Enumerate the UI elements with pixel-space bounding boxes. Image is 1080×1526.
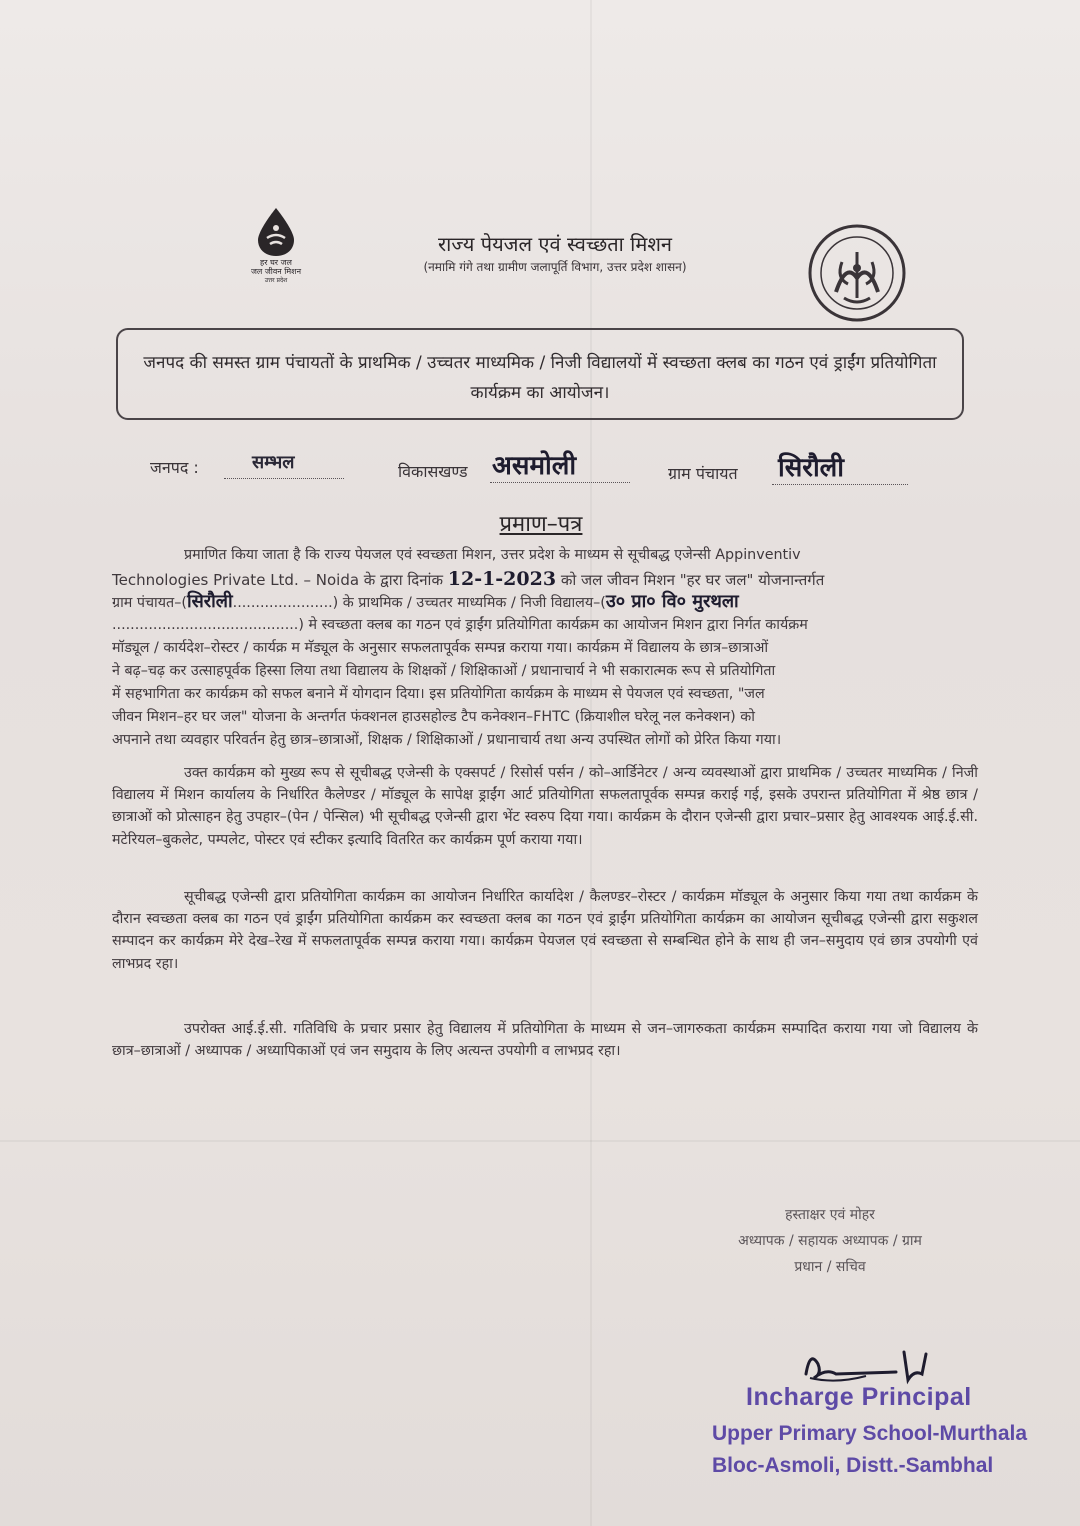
para2: उक्त कार्यक्रम को मुख्य रूप से सूचीबद्ध एजेन्सी के एक्सपर्ट / रिसोर्स पर्सन / को–आर्डिनेटर / अन्य व्यवस्थाओं द्वारा प्राथमिक / उच्चतर माध्यमिक / निजी विद्यालय में मिशन कार्यालय के निर्धारित कैलेण्डर / मॉड्यूल के सापेक्ष ड्राईंग आर्ट प्रतियोगिता सफलतापूर्वक सम्पन्न कराई गई, इसके उपरान्त प्रतियोगिता में श्रेष्ठ छात्र / छात्राओं को प्रोत्साहन हेतु उपहार–(पेन / पेन्सिल) भी सूचीबद्ध एजेन्सी द्वारा भेंट स्वरुप दिया गया। कार्यक्रम के दौरान एजेन्सी द्वारा प्रचार–प्रसार हेतु आवश्यक आई.ई.सी. मटेरियल–बुकलेट, पम्पलेट, पोस्टर एवं स्टीकर इत्यादि वितरित कर कार्यक्रम पूर्ण कराया गया। bbox=[112, 765, 978, 848]
vikaskhand-value: असमोली bbox=[492, 451, 577, 481]
para1-line5: मॉड्यूल / कार्यदेश–रोस्टर / कार्यक्र म मॅड्यूल के अनुसार सफलतापूर्वक सम्पन्न कराया गया। कार्यक्रम में विद्यालय के छात्र–छात्राओं bbox=[112, 640, 769, 656]
event-date: 12-1-2023 bbox=[447, 568, 557, 590]
gram-panchayat-handwritten: सिरौली bbox=[186, 591, 233, 612]
up-government-emblem bbox=[806, 222, 908, 324]
school-handwritten: उ० प्रा० वि० मुरथला bbox=[605, 591, 739, 612]
signature-caption bbox=[700, 1202, 960, 1280]
logo-caption-3: उत्तर प्रदेश bbox=[264, 277, 288, 284]
para1-line7: में सहभागिता कर कार्यक्रम को सफल बनाने में योगदान दिया। इस प्रतियोगिता कार्यक्रम के माध्यम से पेयजल एवं स्वच्छता, "जल bbox=[112, 686, 765, 702]
gram-panchayat-label: ग्राम पंचायत bbox=[668, 464, 738, 483]
para1-line9: अपनाने तथा व्यवहार परिवर्तन हेतु छात्र–छात्राओं, शिक्षक / शिक्षिकाओं / प्रधानाचार्य तथा अन्य उपस्थित लोगों को प्रेरित किया गया। bbox=[112, 732, 782, 748]
gram-panchayat-value: सिरौली bbox=[778, 453, 845, 483]
water-drop-icon bbox=[254, 206, 298, 258]
para1-line1: प्रमाणित किया जाता है कि राज्य पेयजल एवं स्वच्छता मिशन, उत्तर प्रदेश के माध्यम से सूचीबद्ध एजेन्सी Appinventiv bbox=[184, 547, 801, 563]
logo-caption-2: जल जीवन मिशन bbox=[250, 267, 302, 276]
janpad-value: सम्भल bbox=[252, 452, 295, 473]
stamp-line2: Upper Primary School-Murthala bbox=[712, 1422, 1028, 1445]
signature-caption-line1: हस्ताक्षर एवं मोहर bbox=[785, 1207, 875, 1223]
gram-panchayat-dotline bbox=[772, 484, 908, 485]
para3: सूचीबद्ध एजेन्सी द्वारा प्रतियोगिता कार्यक्रम का आयोजन निर्धारित कार्यादेश / कैलण्डर–रोस्टर / कार्यक्रम मॉड्यूल के अनुसार किया गया तथा कार्यक्रम के दौरान स्वच्छता क्लब का गठन एवं ड्राईंग प्रतियोगिता कार्यक्रम कर स्वच्छता क्लब का गठन एवं ड्राईंग प्रतियोगिता कार्यक्रम का आयोजन सूचीबद्ध एजेन्सी द्वारा सकुशल सम्पादन कर कार्यक्रम मेरे देख–रेख में सफलतापूर्वक सम्पन्न कराया गया। कार्यक्रम पेयजल एवं स्वच्छता से सम्बन्धित होने के साथ ही जन–समुदाय एवं छात्र उपयोगी एवं लाभप्रद रहा। bbox=[112, 889, 978, 972]
signature-caption-line3: प्रधान / सचिव bbox=[794, 1259, 866, 1275]
janpad-dotline bbox=[224, 478, 344, 479]
emblem-seal-icon bbox=[806, 222, 908, 324]
para1-line3: ग्राम पंचायत–(सिरौली......................) के प्राथमिक / उच्चतर माध्यमिक / निजी विद्यालय–(उ० प्रा० वि० मुरथला bbox=[112, 591, 739, 612]
principal-stamp bbox=[712, 1383, 1028, 1478]
vikaskhand-label: विकासखण्ड bbox=[398, 462, 468, 481]
logo-caption-1: हर घर जल bbox=[260, 258, 292, 267]
stamp-line1: Incharge Principal bbox=[746, 1383, 972, 1411]
signature-caption-line2: अध्यापक / सहायक अध्यापक / ग्राम bbox=[738, 1233, 922, 1249]
para1-line6: ने बढ़–चढ़ कर उत्साहपूर्वक हिस्सा लिया तथा विद्यालय के शिक्षकों / शिक्षिकाओं / प्रधानाचार्य ने भी सकारात्मक रूप से प्रतियोगिता bbox=[112, 663, 776, 679]
para1-line2: Technologies Private Ltd. – Noida के द्वारा दिनांक 12-1-2023 को जल जीवन मिशन "हर घर जल" योजनान्तर्गत bbox=[112, 568, 825, 590]
stamp-line3: Bloc-Asmoli, Distt.-Sambhal bbox=[712, 1454, 994, 1477]
vikaskhand-dotline bbox=[490, 482, 630, 483]
subject-box: जनपद की समस्त ग्राम पंचायतों के प्राथमिक / उच्चतर माध्यमिक / निजी विद्यालयों में स्वच्छता क्लब का गठन एवं ड्राईंग प्रतियोगिता कार्यक्रम का आयोजन। bbox=[116, 328, 964, 420]
para4: उपरोक्त आई.ई.सी. गतिविधि के प्रचार प्रसार हेतु विद्यालय में प्रतियोगिता के माध्यम से जन–जागरुकता कार्यक्रम सम्पादित कराया गया जो विद्यालय के छात्र–छात्राओं / अध्यापक / अध्यापिकाओं एवं जन समुदाय के लिए अत्यन्त उपयोगी व लाभप्रद रहा। bbox=[112, 1021, 978, 1060]
mission-subtitle: (नमामि गंगे तथा ग्रामीण जलापूर्ति विभाग, उत्तर प्रदेश शासन) bbox=[423, 260, 687, 274]
mission-title: राज्य पेयजल एवं स्वच्छता मिशन bbox=[437, 232, 673, 256]
jal-jeevan-mission-logo bbox=[236, 206, 316, 296]
para1-line8: जीवन मिशन–हर घर जल" योजना के अन्तर्गत फंक्शनल हाउसहोल्ड टैप कनेक्शन–FHTC (क्रियाशील घरेलू नल कनेक्शन) को bbox=[112, 709, 755, 725]
para1-line4: .........................................) मे स्वच्छता क्लब का गठन एवं ड्राईंग प्रतियोगिता कार्यक्रम का आयोजन मिशन द्वारा निर्गत कार्यक्रम bbox=[112, 617, 808, 633]
janpad-label: जनपद : bbox=[150, 458, 199, 477]
certificate-title: प्रमाण–पत्र bbox=[499, 512, 583, 537]
paper-fold-horizontal bbox=[0, 1140, 1080, 1142]
